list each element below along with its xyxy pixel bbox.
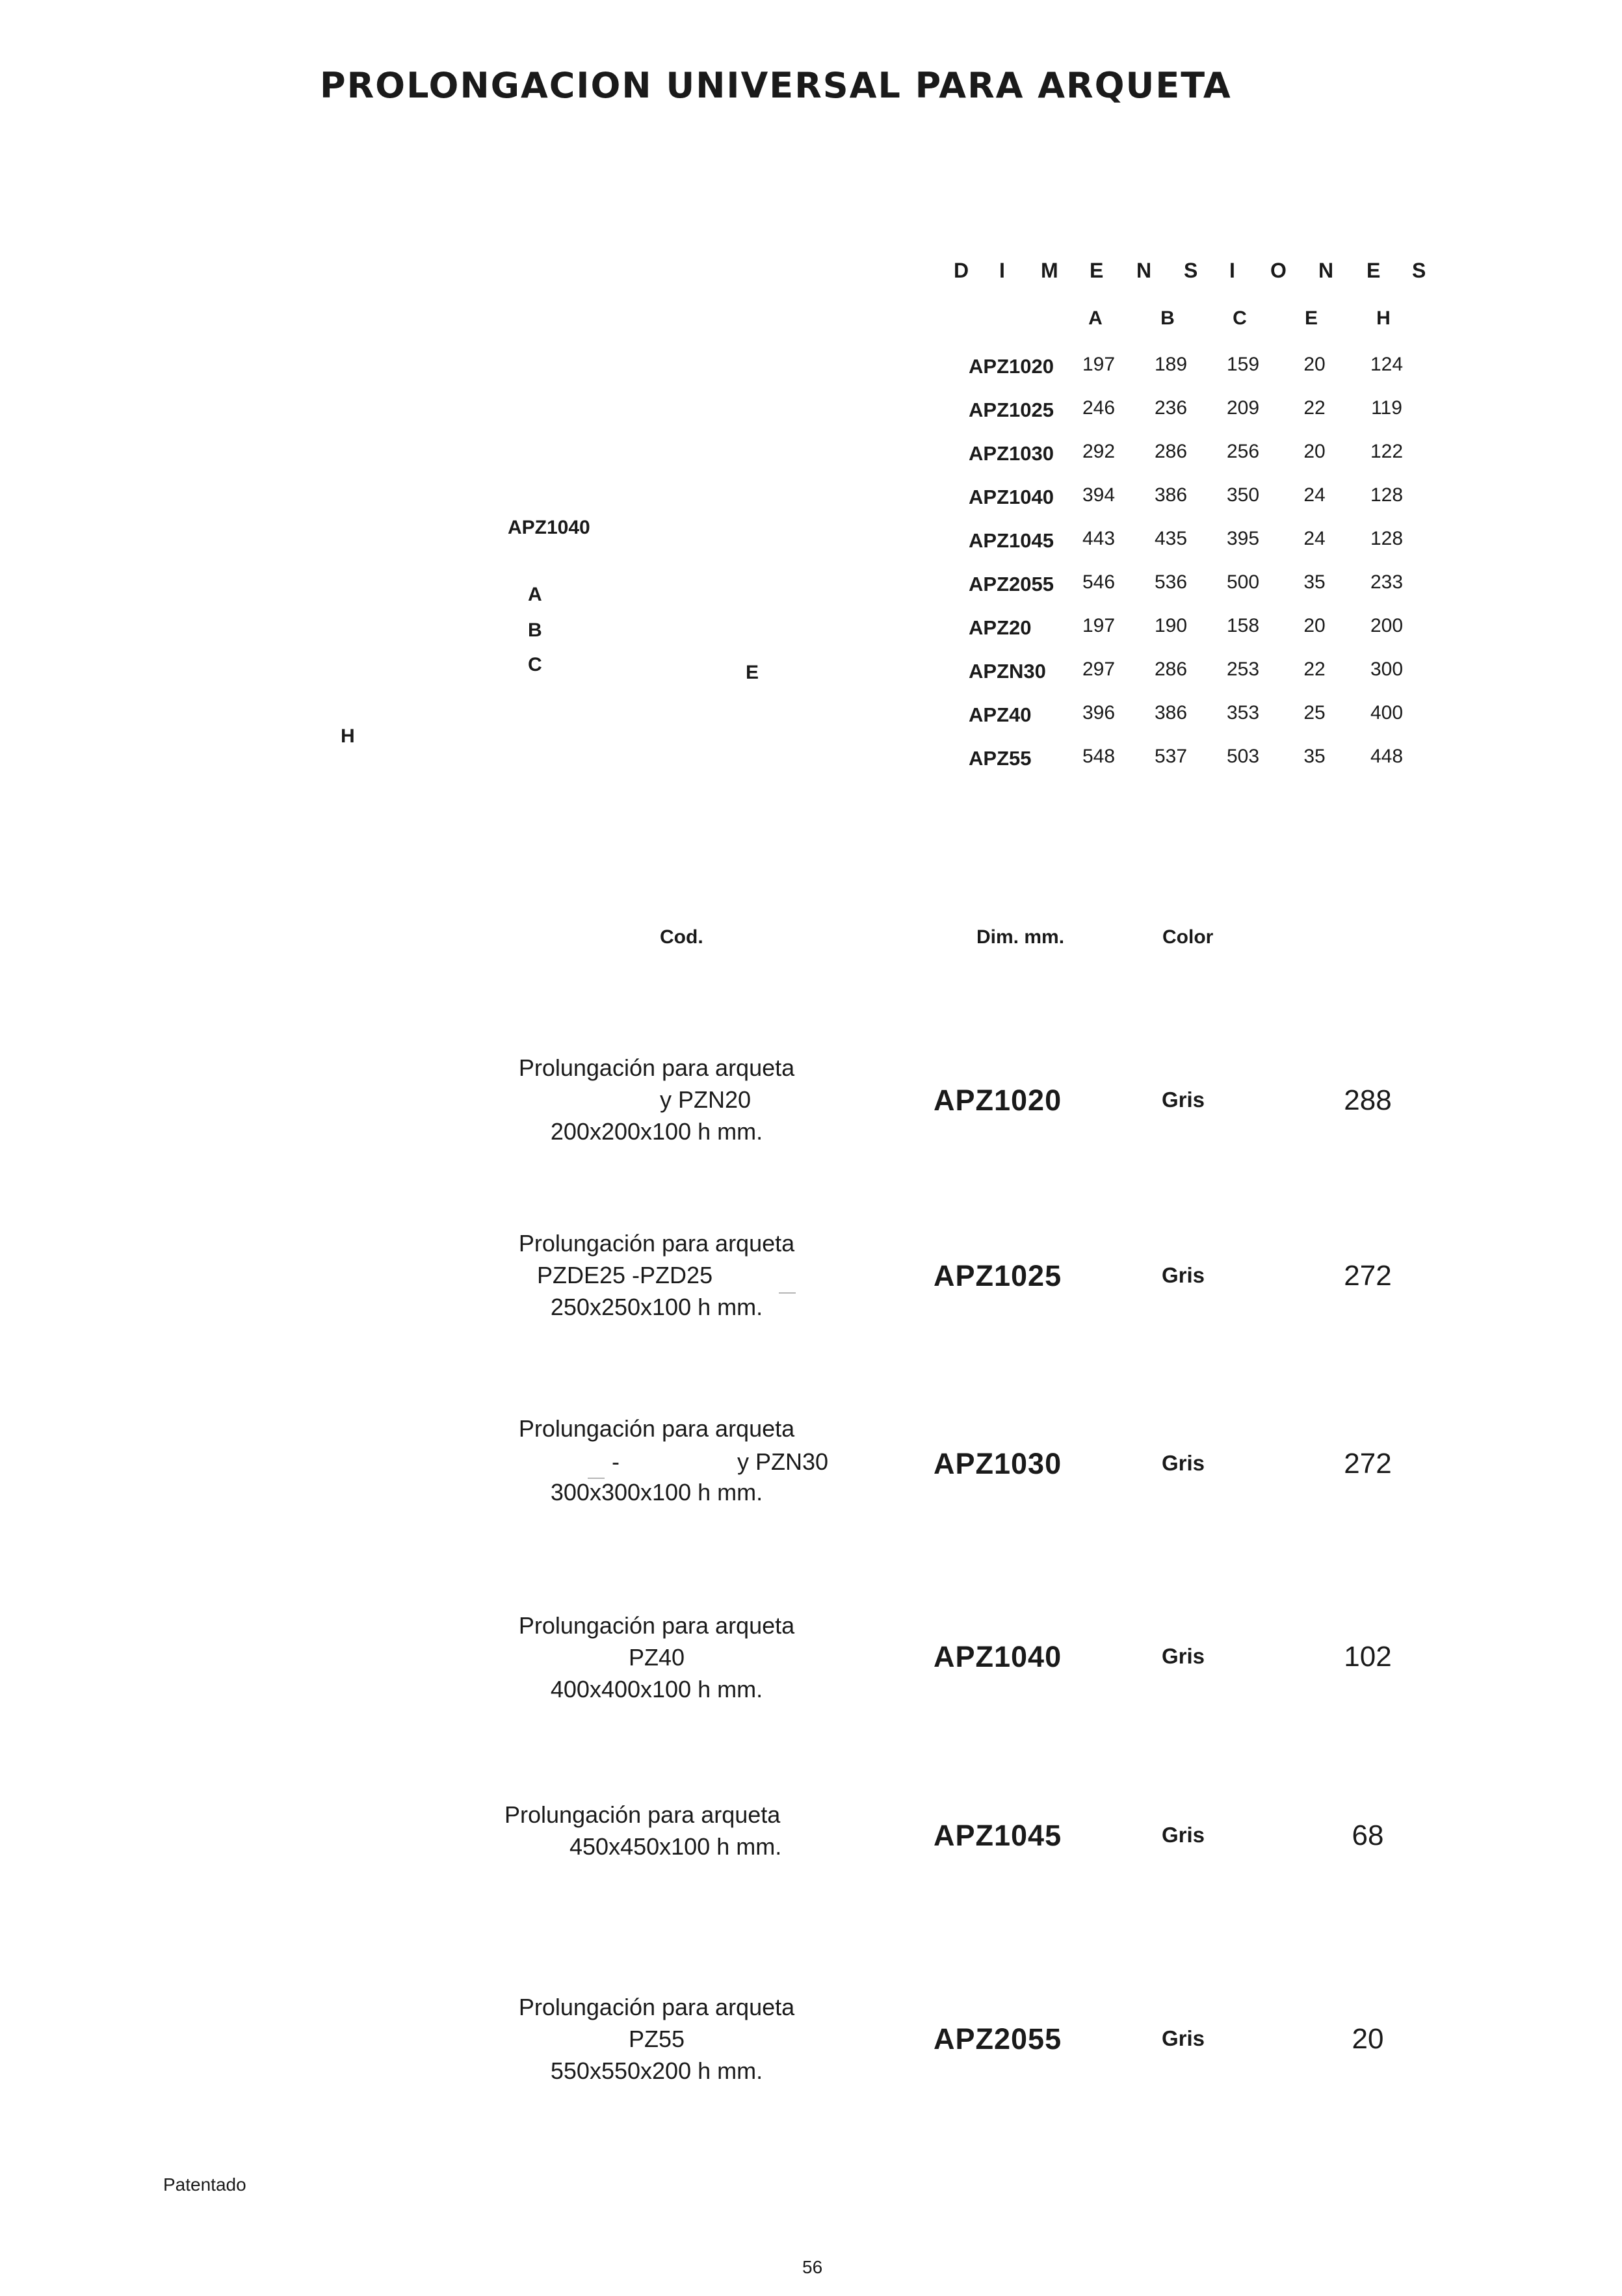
heading-letter: O <box>1270 259 1287 282</box>
cell-c: 395 <box>1226 528 1260 549</box>
cell-c: 256 <box>1226 441 1260 462</box>
product-code: APZ1040 <box>934 1640 1062 1673</box>
product-description-line: 450x450x100 h mm. <box>569 1833 782 1860</box>
cell-h: 448 <box>1370 746 1404 767</box>
product-code: APZ2055 <box>934 2022 1062 2055</box>
description-line: Prolungación para arqueta <box>518 1994 795 2020</box>
cell-h: 128 <box>1370 484 1404 506</box>
product-quantity: 20 <box>1352 2023 1384 2055</box>
placeholder-dash <box>588 1478 605 1479</box>
diagram-label-b: B <box>528 620 542 641</box>
product-code: APZ1030 <box>934 1447 1062 1480</box>
row-code: APZ55 <box>969 747 1032 770</box>
product-color: Gris <box>1162 1263 1205 1287</box>
cell-a: 394 <box>1082 484 1116 506</box>
product-color: Gris <box>1162 1823 1205 1847</box>
product-description <box>507 1610 806 1705</box>
row-code: APZ2055 <box>969 573 1054 595</box>
patent-note: Patentado <box>163 2174 246 2195</box>
diagram-model-label: APZ1040 <box>508 517 590 538</box>
cell-h: 400 <box>1370 702 1404 724</box>
description-line: 200x200x100 h mm. <box>550 1118 763 1145</box>
row-code: APZ40 <box>969 703 1032 726</box>
placeholder-dash <box>779 1292 796 1294</box>
cell-e: 20 <box>1303 441 1326 462</box>
cell-h: 200 <box>1370 615 1404 636</box>
column-header-c: C <box>1233 307 1247 329</box>
column-header-h: H <box>1376 307 1391 329</box>
heading-letter: I <box>999 259 1005 282</box>
cell-c: 209 <box>1226 397 1260 419</box>
description-line: y PZN20 <box>659 1086 752 1113</box>
cell-a: 246 <box>1082 397 1116 419</box>
header-dim: Dim. mm. <box>976 926 1065 948</box>
cell-h: 119 <box>1371 397 1402 419</box>
description-line: PZ40 <box>628 1644 685 1671</box>
product-description <box>507 1227 806 1323</box>
cell-a: 546 <box>1082 571 1116 593</box>
heading-letter: N <box>1136 259 1152 282</box>
cell-c: 500 <box>1226 571 1260 593</box>
cell-h: 300 <box>1370 659 1404 680</box>
cell-b: 435 <box>1154 528 1188 549</box>
product-quantity: 288 <box>1344 1084 1392 1116</box>
cell-a: 297 <box>1082 659 1116 680</box>
row-code: APZ1045 <box>969 529 1054 552</box>
row-code: APZN30 <box>969 660 1046 683</box>
cell-a: 197 <box>1082 354 1116 375</box>
row-code: APZ1020 <box>969 355 1054 378</box>
description-line: 400x400x100 h mm. <box>550 1676 763 1702</box>
header-cod: Cod. <box>660 926 703 948</box>
cell-e: 20 <box>1303 615 1326 636</box>
cell-a: 197 <box>1082 615 1116 636</box>
cell-b: 386 <box>1154 484 1188 506</box>
product-color: Gris <box>1162 1451 1205 1475</box>
diagram-label-e: E <box>746 662 759 683</box>
cell-e: 22 <box>1303 659 1326 680</box>
row-code: APZ20 <box>969 616 1032 639</box>
cell-c: 350 <box>1226 484 1260 506</box>
cell-b: 286 <box>1154 659 1188 680</box>
heading-letter: D <box>954 259 969 282</box>
heading-letter: M <box>1041 259 1058 282</box>
cell-c: 253 <box>1226 659 1260 680</box>
header-color: Color <box>1162 926 1214 948</box>
cell-c: 503 <box>1226 746 1260 767</box>
cell-e: 25 <box>1303 702 1326 724</box>
product-quantity: 68 <box>1352 1820 1384 1851</box>
cell-e: 20 <box>1303 354 1326 375</box>
description-line: PZDE25 -PZD25 <box>537 1262 713 1288</box>
cell-e: 22 <box>1303 397 1326 419</box>
cell-a: 396 <box>1082 702 1116 724</box>
cell-e: 24 <box>1303 528 1326 549</box>
description-line: Prolungación para arqueta <box>518 1230 795 1257</box>
cell-b: 286 <box>1154 441 1188 462</box>
cell-c: 159 <box>1226 354 1260 375</box>
product-code: APZ1020 <box>934 1084 1062 1117</box>
cell-a: 292 <box>1082 441 1116 462</box>
description-line: Prolungación para arqueta <box>518 1612 795 1639</box>
description-line: Prolungación para arqueta <box>518 1415 795 1442</box>
cell-b: 386 <box>1154 702 1188 724</box>
row-code: APZ1030 <box>969 442 1054 465</box>
product-description <box>507 1991 806 2087</box>
cell-b: 236 <box>1154 397 1188 419</box>
diagram-label-a: A <box>528 584 542 605</box>
cell-b: 536 <box>1154 571 1188 593</box>
cell-c: 158 <box>1226 615 1260 636</box>
diagram-label-h: H <box>341 725 355 747</box>
column-header-b: B <box>1160 307 1175 329</box>
cell-h: 233 <box>1370 571 1404 593</box>
cell-e: 35 <box>1303 571 1326 593</box>
diagram-label-c: C <box>528 654 542 675</box>
product-color: Gris <box>1162 2026 1205 2050</box>
heading-letter: E <box>1090 259 1104 282</box>
product-quantity: 272 <box>1344 1260 1392 1292</box>
description-fragment: - <box>612 1448 620 1475</box>
product-code: APZ1045 <box>934 1819 1062 1852</box>
heading-letter: S <box>1184 259 1198 282</box>
product-color: Gris <box>1162 1088 1205 1112</box>
cell-e: 35 <box>1303 746 1326 767</box>
column-header-a: A <box>1088 307 1103 329</box>
heading-letter: E <box>1367 259 1381 282</box>
cell-e: 24 <box>1303 484 1326 506</box>
description-line: PZ55 <box>628 2026 685 2052</box>
product-color: Gris <box>1162 1644 1205 1668</box>
cell-a: 548 <box>1082 746 1116 767</box>
heading-letter: N <box>1318 259 1334 282</box>
heading-letter: S <box>1412 259 1426 282</box>
description-line: 300x300x100 h mm. <box>550 1479 763 1506</box>
cell-b: 537 <box>1154 746 1188 767</box>
description-line: Prolungación para arqueta <box>518 1054 795 1081</box>
column-header-e: E <box>1304 307 1318 329</box>
cell-h: 128 <box>1370 528 1404 549</box>
page-number: 56 <box>802 2257 823 2277</box>
product-quantity: 102 <box>1344 1641 1392 1673</box>
description-fragment: y PZN30 <box>737 1448 829 1475</box>
cell-c: 353 <box>1226 702 1260 724</box>
heading-letter: I <box>1229 259 1235 282</box>
row-code: APZ1025 <box>969 398 1054 421</box>
cell-a: 443 <box>1082 528 1116 549</box>
cell-b: 189 <box>1154 354 1188 375</box>
product-code: APZ1025 <box>934 1259 1062 1292</box>
cell-b: 190 <box>1154 615 1188 636</box>
product-description <box>507 1052 806 1147</box>
description-line: 250x250x100 h mm. <box>550 1294 763 1320</box>
page-title: PROLONGACION UNIVERSAL PARA ARQUETA <box>320 65 1232 106</box>
row-code: APZ1040 <box>969 486 1054 508</box>
product-quantity: 272 <box>1344 1448 1392 1480</box>
cell-h: 124 <box>1370 354 1404 375</box>
cell-h: 122 <box>1370 441 1404 462</box>
description-line: 550x550x200 h mm. <box>550 2057 763 2084</box>
product-description-line: Prolungación para arqueta <box>504 1801 781 1828</box>
